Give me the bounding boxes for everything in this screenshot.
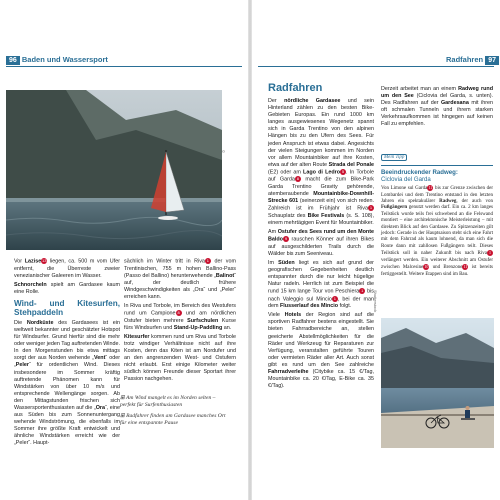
running-head-left [6, 55, 108, 64]
caption-block [120, 395, 230, 431]
bold-term: Kitesurfer [124, 333, 150, 340]
bold-term: Lago di Ledro [303, 169, 341, 176]
left-column-2 [124, 258, 236, 385]
chapter-title: Radfahren [268, 82, 323, 94]
running-head-rule-left [6, 66, 242, 67]
cyclist-photo [381, 318, 494, 448]
page-number-right: 97 [485, 56, 499, 65]
running-head-right [446, 55, 499, 64]
para-radweg-intro: Derzeit arbeitet man an einem Radweg rund um den See (Ciclovia del Garda, s. unten). Des Radfahren auf der Gardesana mit ihren oft schmalen Tunneln und ihrem starken Verkehrsaufkommen ist hingegen auf keinen Fall zu empfehlen. [381, 86, 493, 128]
bold-term: Mountainbike-Downhill-Strecke 601 [268, 191, 374, 205]
map-reference-marker: 1 [206, 258, 210, 263]
para-schnorcheln: Schnorcheln spielt am Gardasee kaum eine Rolle. [14, 281, 120, 295]
bold-term: Surfschulen [187, 317, 219, 324]
bold-term: Fußgängern [381, 205, 408, 211]
bold-term: Lazise [24, 258, 42, 265]
bold-term: Radweg rund um den See [381, 86, 493, 100]
bold-term: Fahrradverleihe [268, 369, 309, 375]
bold-term: Strada del Ponale [328, 161, 374, 168]
map-reference-marker: 1 [369, 205, 373, 211]
bold-term: Radweg [439, 198, 457, 204]
tip-tag: Mein Tipp [381, 154, 407, 161]
left-column-1 [14, 258, 120, 450]
photo-credit-right: Shutterstock [373, 290, 378, 313]
bold-term: Vent [93, 355, 106, 362]
left-page [0, 0, 248, 500]
bold-term: Süden [278, 259, 295, 266]
bold-term: Flusserlauf des Mincio [279, 303, 339, 310]
right-column-2-intro [381, 86, 493, 131]
para-lazise: Vor Lazise13 liegen, ca. 500 m vom Ufer entfernt, die Überreste zweier venezianischer Galeeren im Wasser. [14, 258, 120, 279]
para-noerdlicher-gardasee: Der nördliche Gardasee und sein Hinterland zählen zu den besten Bike-Gebieten Europas. Ein rund 1000 km langes ausgewiesenes Wegenetz spannt sich in Garda Trentino von den alpinen Hängen bis zu den Ufern des Sees. Für jeden Anspruch ist etwas dabei. Angesichts der vielen Steigungen kommen im Norden vor allem Mountainbiker auf ihre Kosten, etwa auf der alten Route Strada del Ponale (E2) oder am Lago di Ledro 5 . In Torbole auf Garda 8 macht die zum Bike-Park Garda Trentino Gravity gehörende, atemberaubende Mountainbike-Downhill-Strecke 601 (seinerzeit ein) von sich reden. Zahlreich ist im Frühjahr ist Riva 1 Schauplatz des Bike Festivals (s. S. 108), einem mehrtägigen Event für Mountainbiker. [268, 98, 375, 226]
bold-term: Hotels [284, 312, 302, 319]
map-reference-marker: 10 [424, 264, 429, 270]
map-reference-marker: 11 [428, 185, 433, 190]
para-sueden: Im Süden liegt es sich auf grund der geografischen Gegebenheiten deutlich entspannter durch die nur leicht hügelige Natur radeln. Herrlich ist zum Beispiel die rund 15 km lange Tour von Peschiera 1 bis nach Valeggio sul Mincio 1 , bei der man dem Flusserlauf des Mincio folgt. [268, 259, 375, 310]
windsurf-photo-illustration [6, 90, 222, 250]
caption-radfahrer [120, 413, 230, 427]
caption-windsurf-text: Am Wind mangelt es im Norden selten – perfekt für Surfenthusiasten [120, 395, 216, 408]
caption-radfahrer-text: Radfahrer finden am Gardasee manches Ort für eine entspannte Pause [120, 413, 226, 426]
map-reference-marker: 11 [463, 264, 468, 270]
windsurf-photo [6, 90, 222, 250]
bold-term: Gardesana [440, 100, 469, 107]
map-reference-marker: 1 [489, 250, 491, 256]
cyclist-photo-illustration [381, 318, 494, 448]
right-column-1 [268, 98, 374, 392]
tip-rule [381, 165, 493, 166]
map-reference-marker: 8 [296, 176, 300, 182]
tip-body: Von Limone sul Garda11 bis zur Grenze zwischen der Lombardei und dem Trentino entstand in den letzten Jahren ein spektakulärer Radweg, der auch von Fußgängern genutzt werden darf. Ein ca. 2 km langes Teilstück wurde teils frei schwebend an die Felswand montiert – eine architektonische Meisterleistung – mit direktem Blick auf den Gardasee. Zu Spitzenzeiten gilt jedoch: Gerade in der Hauptsaison steht sich eine Fahrt mit dem Fahrrad als kaum lohnend, da man sich die Route dann mit zahllosen Fußgängern teilt. Dieses Teilstück soll in naher Zukunft bis nach Riva 1 verlängert werden. Ein weiterer Abschnitt am Ostufer zwischen Malcesine10 und Brenzone11 ist bereits fertiggestellt. Weitere Etappen sind im Bau. [381, 185, 494, 277]
map-reference-marker: 1 [333, 295, 336, 301]
caption-icon-2: ⊞ [120, 413, 125, 419]
heading-wind-kitesurfen: Wind- und Kitesurfen, Stehpaddeln [14, 298, 120, 317]
bold-term: Stand-Up-Paddling [173, 324, 223, 331]
map-reference-marker: 1 [361, 288, 364, 294]
caption-windsurf [120, 395, 230, 409]
para-balinot: sächlich im Winter tritt in Riva 1 der vom Trentinischen, 755 m hohen Ballino-Pass (Passo del Ballino) herunterwehende „Balinot“ auf, der deutlich frühere Windgeschwindigkeiten als „Ora“ und „Peler“ erreichen kann. [124, 258, 236, 300]
bold-term: nördliche Gardasee [284, 98, 341, 104]
map-reference-marker: 8 [177, 310, 180, 316]
bold-term: Schnorcheln [14, 281, 47, 288]
tip-box [381, 145, 493, 278]
running-head-right-text: Radfahren [446, 55, 484, 64]
map-reference-marker: 9 [284, 236, 288, 242]
para-surfschulen: In Riva und Torbole, im Bereich des Westufers rund um Campione 8 und am nördlichen Ostufer bieten mehrere Surfschulen Kurse fürs Windsurfen und Stand-Up-Paddling an. [124, 302, 236, 331]
tip-subtitle: Ciclovia del Garda [381, 176, 431, 183]
para-kitesurfer: Kitesurfer kommen rund um Riva und Torbole trotz windiger Verhältnisse nicht auf ihre Kosten, denn das Kiten ist am Nordufer und an den angrenzenden West- und Ostufern nicht erlaubt. Erst einige Kilometer weiter südlich können Freunde dieser Sportart ihrer Passion nachgehen. [124, 333, 236, 383]
map-reference-marker: 13 [41, 258, 47, 263]
bold-term: Balinot [215, 272, 235, 279]
para-nordkueste: Die Nordküste des Gardasees ist ein weltweit bekannter und geschätzter Hotspot für Windsurfer. Grund hierfür sind die mehr oder weniger jeden Tag auftretenden Winde. In den Morgenstunden bis etwa mittags sorgt der aus Norden wehende „Vent“ oder „Peler“ für ordentlichen Wind. Dieses insbesondere im Sommer kräftig auftretende Phänomen kann für Windstärken von über 10 m/s und entsprechende Wellengänge sorgen. Ab den Mittagstunden frischen sich Wassersportenthusiasten auf die „Ora“, eine aus Süden bis zum Sonnenuntergang wehende Windströmung, die ebenfalls im Sommer ihre größte Kraft entwickelt und ähnliche Windstärken erreicht wie der „Peler“. Haupt- [14, 319, 120, 447]
page-number-left: 96 [6, 56, 20, 65]
running-head-left-text: Baden und Wassersport [21, 55, 108, 64]
map-reference-marker: 5 [341, 168, 345, 174]
para-ostufer: Am Ostufer des Sees rund um den Monte Baldo 9 rauschen Könner auf ihren Bikes auf ausgeschilderten Trails durch die Wälder bis zum Seeniveau. [268, 228, 374, 257]
running-head-rule-right [258, 66, 494, 67]
bold-term: Ostufer des Sees rund um den Monte Baldo [268, 228, 374, 243]
bold-term: Nordküste [26, 319, 54, 326]
caption-icon-1: ⊞ [120, 395, 125, 401]
bold-term: Peler [15, 362, 29, 369]
bold-term: Ora [95, 405, 105, 412]
tip-title: Beeindruckender Radweg: [381, 169, 458, 176]
para-hotels: Viele Hotels der Region sind auf die sportiven Radfahrer bestens eingestellt. Sie bieten Fahrradbereiche an, stellen geeicherte Abstellmöglichkeiten für die Räder und Werkzeug für Reparaturen zur Verfügung, veranstalten geführte Touren oder vermieten Räder aller Art. Auch sonst gibt es rund um den See zahlreiche Fahrradverleihe (Citybike ca. 15 €/Tag, Mountainbike ca. 20 €/Tag, E-Bike ca. 35 €/Tag). [268, 312, 374, 390]
bold-term: Bike Festivals [307, 212, 345, 219]
photo-credit-left: © [221, 150, 226, 153]
